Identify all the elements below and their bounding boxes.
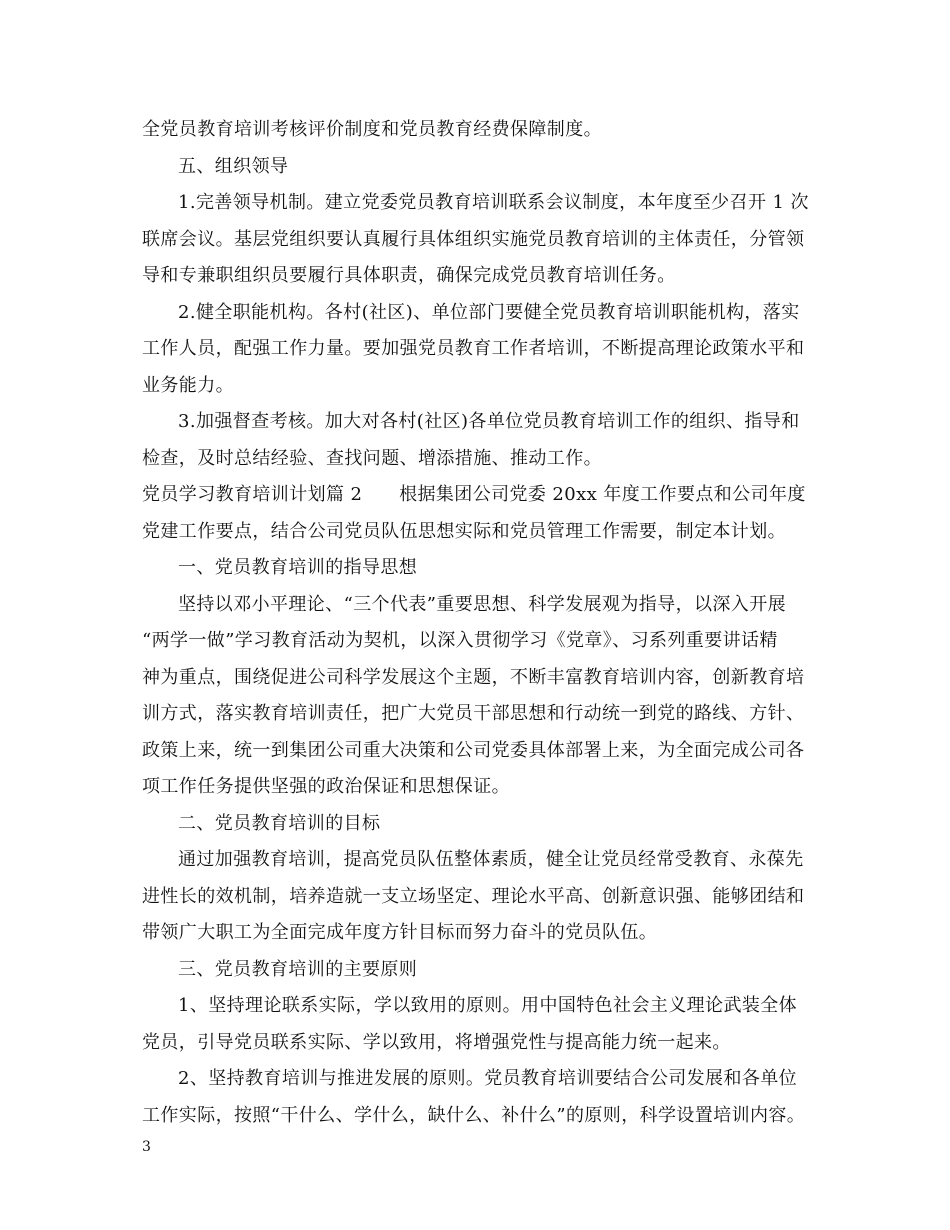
text-line: 通过加强教育培训，提高党员队伍整体素质，健全让党员经常受教育、永葆先: [178, 849, 804, 870]
text-line: 党建工作要点，结合公司党员队伍思想实际和党员管理工作需要，制定本计划。: [142, 520, 786, 542]
text-line: 联席会议。基层党组织要认真履行具体组织实施党员教育培训的主体责任，分管领: [142, 228, 805, 250]
text-line: 业务能力。: [142, 374, 234, 396]
text-line: 神为重点，围绕促进公司科学发展这个主题，不断丰富教育培训内容，创新教育培: [142, 666, 805, 688]
text-line: 1.完善领导机制。建立党委党员教育培训联系会议制度，本年度至少召开 1 次: [178, 192, 809, 213]
text-line: 项工作任务提供坚强的政治保证和思想保证。: [142, 776, 510, 797]
text-line: 导和专兼职组织员要履行具体职责，确保完成党员教育培训任务。: [142, 265, 676, 286]
text-line: 检查，及时总结经验、查找问题、增添措施、推动工作。: [142, 447, 602, 469]
section-heading: 一、党员教育培训的指导思想: [178, 557, 418, 578]
text-line: 工作实际，按照“干什么、学什么，缺什么、补什么”的原则，科学设置培训内容。: [142, 1104, 806, 1126]
text-line: 1、坚持理论联系实际，学以致用的原则。用中国特色社会主义理论武装全体: [178, 995, 798, 1016]
text-line: 带领广大职工为全面完成年度方针目标而努力奋斗的党员队伍。: [142, 922, 658, 943]
text-line: 坚持以邓小平理论、“三个代表”重要思想、科学发展观为指导，以深入开展: [178, 593, 787, 615]
text-line: 2、坚持教育培训与推进发展的原则。党员教育培训要结合公司发展和各单位: [178, 1068, 798, 1089]
text-line: 3.加强督查考核。加大对各村(社区)各单位党员教育培训工作的组织、指导和: [178, 411, 800, 432]
text-line: 党员学习教育培训计划篇 2 根据集团公司党委 20xx 年度工作要点和公司年度: [142, 484, 806, 505]
text-line: 工作人员，配强工作力量。要加强党员教育工作者培训，不断提高理论政策水平和: [142, 338, 805, 359]
section-heading: 五、组织领导: [178, 155, 289, 177]
text-line: 2.健全职能机构。各村(社区)、单位部门要健全党员教育培训职能机构，落实: [178, 301, 800, 323]
section-heading: 二、党员教育培训的目标: [178, 812, 381, 834]
text-line: 全党员教育培训考核评价制度和党员教育经费保障制度。: [142, 119, 602, 140]
section-heading: 三、党员教育培训的主要原则: [178, 958, 418, 980]
text-line: 党员，引导党员联系实际、学以致用，将增强党性与提高能力统一起来。: [142, 1031, 731, 1053]
text-line: “两学一做”学习教育活动为契机，以深入贯彻学习《党章》、习系列重要讲话精: [142, 630, 778, 651]
page-number: 3: [142, 1139, 151, 1155]
text-line: 政策上来，统一到集团公司重大决策和公司党委具体部署上来，为全面完成公司各: [142, 739, 805, 761]
text-line: 进性长的效机制，培养造就一支立场坚定、理论水平高、创新意识强、能够团结和: [142, 885, 805, 907]
text-line: 训方式，落实教育培训责任，把广大党员干部思想和行动统一到党的路线、方针、: [142, 703, 805, 724]
document-body: [142, 112, 822, 1134]
